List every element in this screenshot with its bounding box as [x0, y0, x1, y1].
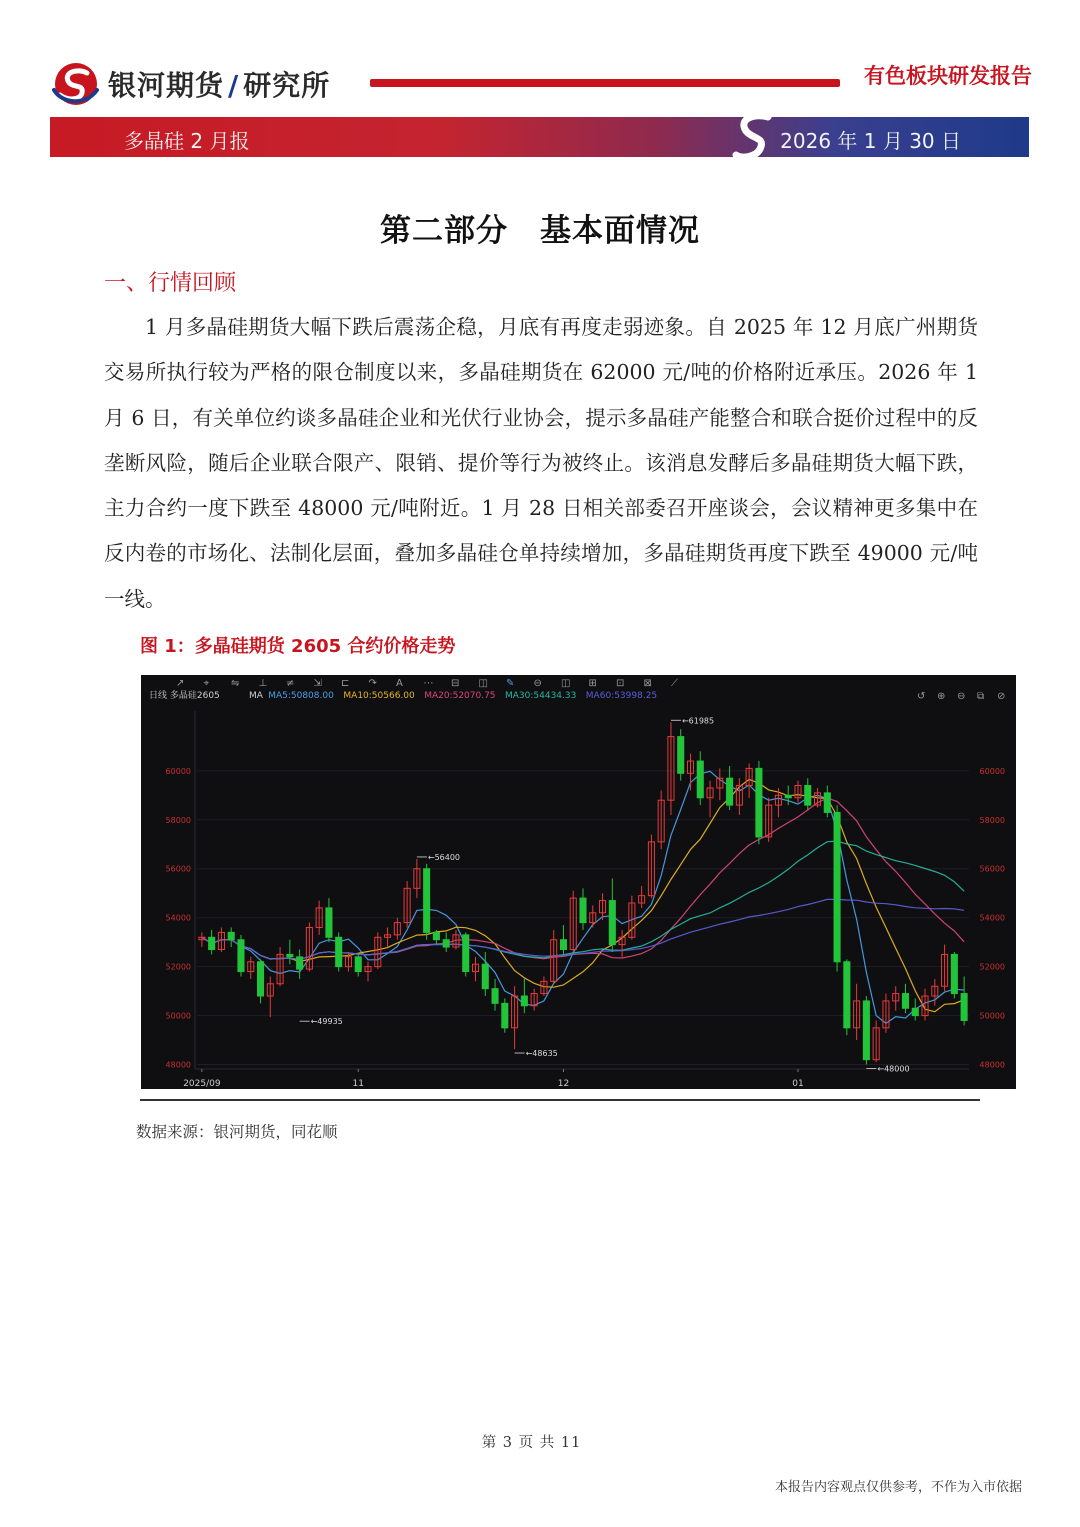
candle-body: [785, 795, 791, 797]
y-axis: [166, 711, 1005, 1070]
toolbar-tool-icon: ◫: [561, 678, 571, 689]
candle-body: [805, 786, 811, 806]
candle: [385, 927, 391, 947]
candle: [512, 986, 518, 1049]
y-tick-label-right: 50000: [979, 1011, 1005, 1021]
figure-title: 图 1：多晶硅期货 2605 合约价格走势: [140, 636, 456, 657]
candle: [590, 905, 596, 927]
figure-rule: [140, 1099, 980, 1101]
toolbar-tool-icon: ↷: [368, 678, 377, 689]
sub-heading: 一、行情回顾: [104, 271, 237, 296]
candle: [257, 959, 263, 1003]
section-title: 第二部分 基本面情况: [380, 213, 700, 249]
candle-body: [951, 954, 957, 993]
candle: [883, 994, 889, 1033]
chart-control-icon: ⧉: [977, 691, 985, 702]
candle: [463, 932, 469, 976]
logo-text: [108, 64, 330, 104]
toolbar-tool-icon: ↗: [176, 678, 185, 689]
toolbar-tool-icon: ⋯: [423, 678, 434, 689]
candle: [248, 957, 254, 979]
candle-body: [238, 940, 244, 972]
candle-body: [902, 994, 908, 1009]
header-red-line: [370, 79, 840, 87]
candle-body: [863, 1001, 869, 1060]
candle: [609, 879, 615, 952]
toolbar-tool-icon: ⊡: [616, 678, 625, 689]
candle: [707, 781, 713, 818]
x-tick-label: 01: [792, 1079, 804, 1089]
page-number: 第 3 页 共 11: [481, 1435, 582, 1451]
toolbar-tool-icon: ⊟: [451, 678, 460, 689]
candle-body: [297, 957, 303, 969]
price-chart: [141, 675, 1016, 1089]
candle: [854, 984, 860, 1040]
candle-body: [844, 962, 850, 1028]
candle: [502, 998, 508, 1032]
toolbar-tool-icon: ⇲: [313, 678, 322, 689]
toolbar-tool-icon: ⊥: [258, 678, 268, 689]
candle-body: [961, 994, 967, 1021]
candle-body: [609, 901, 615, 945]
candle: [687, 754, 693, 791]
candle: [727, 766, 733, 810]
toolbar-tool-icon: A: [396, 678, 403, 689]
candle: [951, 952, 957, 999]
y-tick-label-left: 54000: [165, 913, 191, 923]
ma-legend-item: MA: [249, 691, 263, 701]
candle: [736, 778, 742, 815]
candle: [873, 1020, 879, 1062]
candle: [306, 923, 312, 972]
candle: [394, 918, 400, 940]
candle: [717, 768, 723, 800]
candle: [697, 751, 703, 805]
candle: [678, 729, 684, 780]
x-tick-label: 11: [352, 1079, 364, 1089]
candle-body: [287, 954, 293, 956]
candle-body: [463, 935, 469, 972]
candle: [336, 932, 342, 971]
candle: [785, 786, 791, 806]
candle: [668, 722, 674, 815]
candle: [404, 881, 410, 928]
candle-body: [834, 812, 840, 961]
candle: [326, 898, 332, 942]
candle: [580, 888, 586, 930]
ma-legend-item: MA30:54434.33: [505, 691, 577, 701]
ma-legend-item: MA10:50566.00: [343, 691, 415, 701]
candle-body: [433, 932, 439, 939]
toolbar-tool-icon: ⊏: [341, 678, 350, 689]
chart-control-icon: ⊕: [937, 691, 946, 702]
annotation-label: ←49935: [310, 1017, 343, 1027]
chart-control-icon: ⊘: [997, 691, 1006, 702]
candle-body: [560, 940, 566, 950]
candle: [492, 979, 498, 1011]
y-tick-label-right: 56000: [979, 864, 1005, 874]
toolbar-tool-icon: ⇋: [231, 678, 240, 689]
toolbar-tool-icon: ⊠: [643, 678, 652, 689]
candle: [365, 962, 371, 982]
s-swoosh-icon: [730, 111, 776, 163]
candle: [560, 925, 566, 954]
y-tick-label-right: 52000: [979, 962, 1005, 972]
candle: [531, 989, 537, 1011]
candle-body: [678, 737, 684, 774]
candle-body: [580, 898, 586, 922]
candlestick-chart-svg: [141, 675, 1016, 1089]
candle: [355, 954, 361, 976]
report-title: 多晶硅 2 月报: [124, 129, 250, 153]
chart-header-label: 日线 多晶硅2605: [149, 691, 220, 701]
y-tick-label-right: 48000: [979, 1060, 1005, 1070]
candle: [209, 930, 215, 954]
toolbar-tool-icon: ⊖: [533, 678, 542, 689]
ma-legend: [249, 691, 657, 701]
candle: [287, 940, 293, 964]
x-tick-label: 2025/09: [183, 1079, 221, 1089]
candle: [912, 998, 918, 1020]
toolbar-tool-icon: ◫: [478, 678, 488, 689]
chart-control-icon: ⊖: [957, 691, 966, 702]
toolbar-tool-icon: ≠: [286, 678, 295, 689]
candle-body: [336, 937, 342, 966]
ma-line-20: [202, 798, 964, 959]
candle: [805, 778, 811, 810]
candle-body: [912, 1008, 918, 1015]
toolbar-tool-icon: ⊞: [588, 678, 597, 689]
ma-legend-item: MA5:50808.00: [268, 691, 334, 701]
y-tick-label-left: 58000: [165, 815, 191, 825]
candle: [639, 886, 645, 908]
y-tick-label-left: 56000: [165, 864, 191, 874]
candle: [863, 996, 869, 1065]
x-tick-label: 12: [557, 1079, 570, 1089]
y-tick-label-right: 60000: [979, 766, 1005, 776]
candle: [570, 891, 576, 952]
candle-body: [756, 768, 762, 837]
company-logo: [50, 60, 350, 108]
data-source: 数据来源：银河期货，同花顺: [136, 1123, 338, 1141]
annotation-label: ←48635: [525, 1049, 558, 1059]
candle-body: [502, 1003, 508, 1027]
toolbar-tool-icon: ⌖: [203, 678, 210, 689]
report-type: 有色板块研发报告: [864, 64, 1032, 88]
ma-legend-item: MA60:53998.25: [585, 691, 658, 701]
candle: [414, 859, 420, 898]
candle: [902, 984, 908, 1013]
candle-body: [257, 962, 263, 996]
candle: [756, 761, 762, 844]
ma-legend-item: MA20:52070.75: [424, 691, 496, 701]
candle: [893, 986, 899, 1010]
y-tick-label-right: 58000: [979, 815, 1005, 825]
candle: [199, 932, 205, 947]
candle: [961, 976, 967, 1025]
candle: [942, 945, 948, 992]
y-tick-label-left: 52000: [165, 962, 191, 972]
candle: [433, 930, 439, 945]
candle-body: [424, 869, 430, 933]
candle-body: [727, 778, 733, 805]
annotation-label: ←56400: [427, 852, 461, 862]
candle: [472, 957, 478, 981]
candle: [648, 834, 654, 898]
candle: [228, 927, 234, 947]
candle-body: [492, 989, 498, 1004]
chart-control-icon: ↺: [917, 691, 926, 702]
chart-tools-right: [917, 691, 1005, 702]
candle: [238, 935, 244, 977]
candle-body: [326, 908, 332, 937]
logo-dept: 研究所: [243, 69, 331, 102]
candle: [521, 979, 527, 1013]
market-review-paragraph: 1 月多晶硅期货大幅下跌后震荡企稳，月底有再度走弱迹象。自 2025 年 12 月底广州期货交易所执行较为严格的限仓制度以来，多晶硅期货在 62000 元/吨的价格附近承压。2026 年 1 月 6 日，有关单位约谈多晶硅企业和光伏行业协会，提示多晶硅产能整合和联合挺价过程中的反垄断风险，随后企业联合限产、限销、提价等行为被终止。该消息发酵后多晶硅期货大幅下跌，主力合约一度下跌至 48000 元/吨附近。1 月 28 日相关部委召开座谈会，会议精神更多集中在反内卷的市场化、法制化层面，叠加多晶硅仓单持续增加，多晶硅期货再度下跌至 49000 元/吨一线。: [104, 315, 978, 611]
candle: [795, 781, 801, 803]
annotation-label: ←61985: [681, 716, 715, 726]
candle: [297, 950, 303, 979]
candle-body: [824, 793, 830, 813]
candle-body: [482, 964, 488, 988]
toolbar-tool-icon: ⟋: [671, 678, 678, 689]
candles: [199, 722, 967, 1064]
candle: [424, 864, 430, 940]
candle: [844, 959, 850, 1035]
y-tick-label-left: 50000: [165, 1011, 191, 1021]
disclaimer: 本报告内容观点仅供参考，不作为入市依据: [774, 1480, 1022, 1495]
toolbar-tool-icon: ✎: [506, 678, 515, 689]
candle-body: [697, 761, 703, 798]
candle: [267, 976, 273, 1017]
report-date: 2026 年 1 月 30 日: [780, 129, 961, 153]
y-tick-label-left: 48000: [165, 1060, 191, 1070]
candle: [619, 930, 625, 957]
annotation-label: ←48000: [877, 1064, 910, 1074]
y-tick-label-right: 54000: [979, 913, 1005, 923]
chart-toolbar: [176, 678, 678, 689]
logo-name: 银河期货: [108, 69, 225, 102]
x-axis: [183, 1069, 969, 1089]
candle-body: [521, 996, 527, 1006]
logo-slash: /: [228, 69, 240, 102]
candle: [443, 932, 449, 952]
candle-body: [355, 957, 361, 972]
candle: [834, 805, 840, 971]
candle-body: [209, 937, 215, 949]
candle: [932, 979, 938, 1006]
y-tick-label-left: 60000: [165, 766, 191, 776]
candle-body: [228, 932, 234, 939]
price-annotations: [300, 716, 910, 1073]
candle-body: [443, 940, 449, 947]
galaxy-logo-icon: [50, 60, 102, 108]
title-band: [50, 117, 1029, 157]
candle: [824, 786, 830, 818]
